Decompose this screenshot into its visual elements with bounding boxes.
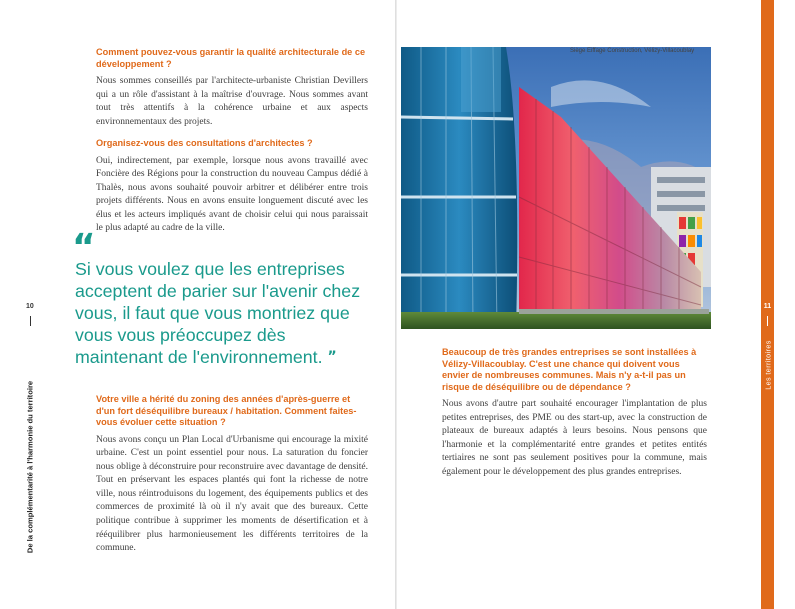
interview-block-4 [442, 347, 707, 480]
folio-rule-right [767, 316, 768, 326]
answer-large-companies: Nous avons d'autre part souhaité encourager l'implantation de plus petites entreprises, des PME ou des start-up, avec la construction de plateaux de bureaux adaptés à leurs besoins. Nous pensons que l'harmonie et la complémentarité entre grandes et petites entités tertiaires ne sont pas seulement positives pour la commune, mais également pour le développement des plus grandes entreprises. [442, 399, 707, 477]
answer-architecture: Nous sommes conseillés par l'architecte-urbaniste Christian Devillers qui a un rôle d'assistant à la maîtrise d'ouvrage. Nous sommes avant tout très attentifs à la cohérence urbaine et aux aspects environnementaux des projets. [96, 76, 368, 127]
section-label [761, 330, 774, 400]
question-large-companies: Beaucoup de très grandes entreprises se sont installées à Vélizy-Villacoublay. C'est une chance qui doivent vous envier de nombreuses communes. Mais n'y a-t-il pas un risque de déséquilibre ou de dépendance ? [442, 347, 697, 392]
pull-quote [75, 258, 375, 368]
section-label-text: Les territoires [763, 340, 772, 390]
close-quote-mark: ” [327, 349, 337, 365]
question-zoning: Votre ville a hérité du zoning des années d'après-guerre et d'un fort déséquilibre bureaux / habitation. Comment faites-vous évoluer cette situation ? [96, 394, 357, 427]
interview-block-3 [96, 394, 368, 556]
running-title-left [24, 332, 36, 602]
page-number-right: 11 [763, 303, 772, 310]
running-title-text: De la complémentarité à l'harmonie du territoire [25, 380, 35, 554]
interview-block-2 [96, 138, 368, 236]
question-architecture: Comment pouvez-vous garantir la qualité architecturale de ce développement ? [96, 47, 366, 69]
photo-caption: Siège Eiffage Construction, Vélizy-Villacoublay [570, 48, 695, 54]
folio-rule-left [30, 316, 31, 326]
pull-quote-text: Si vous voulez que les entreprises acceptent de parier sur l'avenir chez vous, il faut que vous montriez que vous vous préoccupez dès maintenant de l'environnement. [75, 259, 361, 367]
open-quote-mark: “ [72, 227, 96, 268]
answer-zoning: Nous avons conçu un Plan Local d'Urbanisme qui encourage la mixité urbaine. C'est un point essentiel pour nous. La saturation du foncier nous oblige à déconstruire pour reconstruire avec davantage de densité. Tout en préservant les espaces plantés qui font la richesse de notre ville, nous réintroduisons du logement, des équipements publics et des commerces de proximité là où il n'y avait que des bureaux. Cette politique contribue à supprimer les moments de désertification et à rééquilibrer plus harmonieusement les différents territoires de la commune. [96, 434, 368, 554]
interview-block-1 [96, 47, 368, 129]
page-number-left: 10 [26, 303, 34, 310]
question-consultations: Organisez-vous des consultations d'architectes ? [96, 138, 313, 148]
answer-consultations: Oui, indirectement, par exemple, lorsque nous avons travaillé avec Foncière des Régions pour la construction du nouveau Campus dédié à Thalès, nous avons souhaité pouvoir arbitrer et délibérer entre trois projets différents. Nous en avons ensuite longuement discuté avec les élus et les acteurs impliqués avant de choisir celui qui nous paraissait le plus adapté au cadre de la ville. [96, 155, 368, 234]
building-photo [401, 47, 711, 329]
building-illustration [401, 47, 711, 329]
